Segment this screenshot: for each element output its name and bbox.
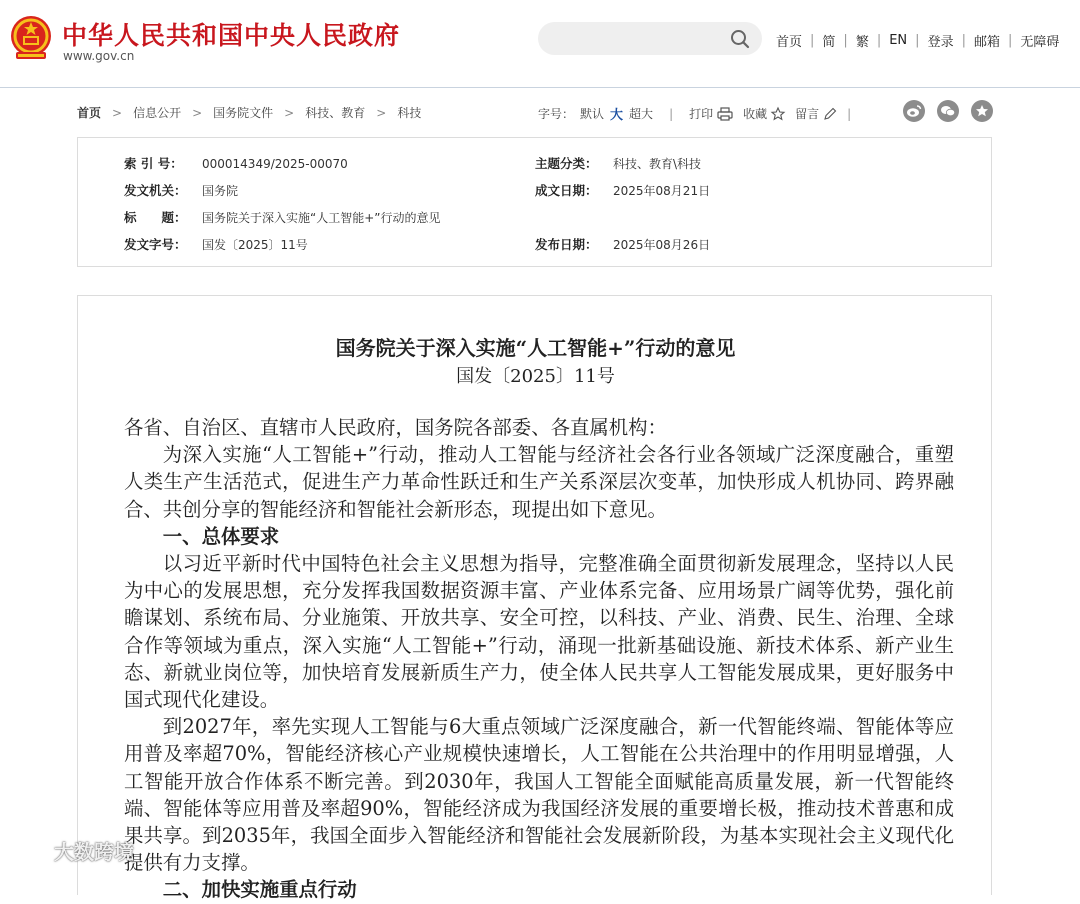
meta-title-row xyxy=(124,208,441,226)
meta-docno-row xyxy=(124,235,308,253)
section-heading: 二、加快实施重点行动 xyxy=(162,878,357,902)
search-input[interactable] xyxy=(538,22,762,55)
font-size-label: 字号： xyxy=(538,107,575,121)
meta-issuer-value: 国务院 xyxy=(202,184,239,198)
comment-button[interactable] xyxy=(795,105,837,122)
meta-index-value: 000014349/2025-00070 xyxy=(202,157,348,171)
meta-docno-value: 国发〔2025〕11号 xyxy=(202,238,308,252)
meta-published-label: 发布日期： xyxy=(535,237,598,252)
font-default-button[interactable]: 默认 xyxy=(580,107,605,121)
document-paragraph: 以习近平新时代中国特色社会主义思想为指导，完整准确全面贯彻新发展理念，坚持以人民为中心的发展思想，充分发挥我国数据资源丰富、产业体系完备、应用场景广阔等优势，强化前瞻谋划、系统布局、分业施策、开放共享、安全可控，以科技、产业、消费、民生、治理、全球合作等领域为重点，深入实施“人工智能+”行动，涌现一批新基础设施、新技术体系、新产业生态、新就业岗位等，加快培育发展新质生产力，使全体人民共享人工智能发展成果，更好服务中国式现代化建设。 xyxy=(124,552,954,712)
share-icons xyxy=(903,100,1005,122)
meta-issuer-label: 发文机关： xyxy=(124,183,187,198)
document-body xyxy=(124,414,954,904)
weibo-icon[interactable] xyxy=(903,100,925,122)
wechat-icon[interactable] xyxy=(937,100,959,122)
meta-index-row xyxy=(124,154,348,172)
breadcrumb-bar xyxy=(77,100,993,124)
top-nav xyxy=(776,31,1059,50)
document-salutation: 各省、自治区、直辖市人民政府，国务院各部委、各直属机构： xyxy=(124,416,667,439)
document-number: 国发〔2025〕11号 xyxy=(456,366,615,387)
star-icon[interactable] xyxy=(971,100,993,122)
nav-separator: | xyxy=(843,33,848,48)
chevron-right-icon: > xyxy=(192,105,203,120)
site-header xyxy=(0,0,1080,88)
nav-separator: | xyxy=(810,33,815,48)
meta-topic-row xyxy=(535,154,701,172)
nav-home-link[interactable]: 首页 xyxy=(776,35,803,50)
favorite-label: 收藏 xyxy=(743,107,768,121)
section-heading: 一、总体要求 xyxy=(162,524,280,548)
document-metadata xyxy=(77,137,992,267)
nav-mail-link[interactable]: 邮箱 xyxy=(973,35,1000,50)
breadcrumb-science[interactable]: 科技 xyxy=(397,106,422,120)
meta-topic-label: 主题分类： xyxy=(535,156,598,171)
tools-separator: | xyxy=(847,106,852,121)
document-paragraph: 为深入实施“人工智能+”行动，推动人工智能与经济社会各行业各领域广泛深度融合，重塑人类生产生活范式，促进生产力革命性跃迁和生产关系深层次变革，加快形成人机协同、跨界融合、共创分享的智能经济和智能社会新形态，现提出如下意见。 xyxy=(124,443,954,521)
nav-separator: | xyxy=(876,33,882,48)
watermark xyxy=(10,836,134,865)
printer-icon xyxy=(717,107,733,121)
nav-traditional-link[interactable]: 繁 xyxy=(855,35,869,50)
page-tools xyxy=(538,104,867,123)
watermark-logo-icon xyxy=(10,839,50,863)
meta-docno-label: 发文字号： xyxy=(124,237,187,252)
meta-title-value: 国务院关于深入实施“人工智能+”行动的意见 xyxy=(202,211,441,225)
national-emblem-icon[interactable] xyxy=(8,14,54,62)
nav-english-link[interactable]: EN xyxy=(889,33,908,48)
nav-separator: | xyxy=(961,33,966,48)
star-outline-icon xyxy=(771,107,785,121)
site-url: www.gov.cn xyxy=(63,49,135,63)
tools-separator: | xyxy=(669,106,674,121)
meta-written-value: 2025年08月21日 xyxy=(613,184,711,198)
search-icon[interactable] xyxy=(730,29,750,49)
meta-title-label: 标 题： xyxy=(124,210,187,225)
meta-written-label: 成文日期： xyxy=(535,183,598,198)
breadcrumb-info-public[interactable]: 信息公开 xyxy=(133,106,182,120)
chevron-right-icon: > xyxy=(376,105,387,120)
nav-separator: | xyxy=(915,33,920,48)
font-xlarge-button[interactable]: 超大 xyxy=(629,107,654,121)
meta-index-label: 索 引 号： xyxy=(124,156,183,171)
meta-topic-value: 科技、教育\科技 xyxy=(613,157,702,171)
breadcrumb-sci-edu[interactable]: 科技、教育 xyxy=(305,106,366,120)
comment-label: 留言 xyxy=(795,107,820,121)
font-large-button[interactable]: 大 xyxy=(610,108,624,123)
print-label: 打印 xyxy=(689,107,714,121)
nav-login-link[interactable]: 登录 xyxy=(927,35,954,50)
nav-accessibility-link[interactable]: 无障碍 xyxy=(1020,35,1060,50)
meta-published-row xyxy=(535,235,710,253)
document-content xyxy=(77,295,992,902)
breadcrumb-state-council-docs[interactable]: 国务院文件 xyxy=(213,106,274,120)
chevron-right-icon: > xyxy=(112,105,123,120)
pencil-icon xyxy=(823,107,837,121)
meta-issuer-row xyxy=(124,181,238,199)
document-title: 国务院关于深入实施“人工智能+”行动的意见 xyxy=(335,336,736,360)
breadcrumb xyxy=(77,104,421,121)
meta-published-value: 2025年08月26日 xyxy=(613,238,711,252)
breadcrumb-home[interactable]: 首页 xyxy=(77,106,102,120)
print-button[interactable] xyxy=(689,105,733,122)
document-paragraph: 到2027年，率先实现人工智能与6大重点领域广泛深度融合，新一代智能终端、智能体等应用普及率超70%，智能经济核心产业规模快速增长，人工智能在公共治理中的作用明显增强，人工智能开放合作体系不断完善。到2030年，我国人工智能全面赋能高质量发展，新一代智能终端、智能体等应用普及率超90%，智能经济成为我国经济发展的重要增长极，推动技术普惠和成果共享。到2035年，我国全面步入智能经济和智能社会发展新阶段，为基本实现社会主义现代化提供有力支撑。 xyxy=(124,715,954,875)
watermark-text: 大数跨境 xyxy=(54,840,134,864)
nav-simplified-link[interactable]: 简 xyxy=(822,35,836,50)
nav-separator: | xyxy=(1007,33,1013,48)
meta-written-row xyxy=(535,181,710,199)
favorite-button[interactable] xyxy=(743,105,785,122)
chevron-right-icon: > xyxy=(284,105,295,120)
site-title[interactable]: 中华人民共和国中央人民政府 xyxy=(62,21,401,50)
